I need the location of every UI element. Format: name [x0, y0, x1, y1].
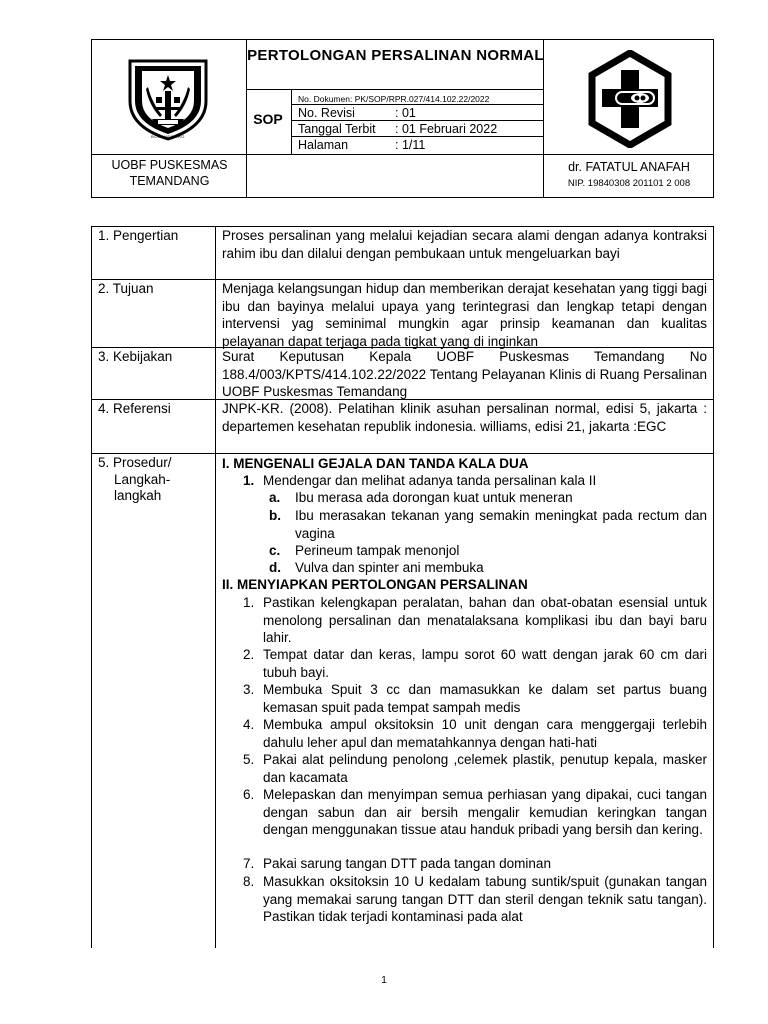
revision-value: : 01	[395, 106, 416, 120]
label-prosedur-line-3: langkah	[114, 488, 162, 503]
document-header	[91, 39, 714, 198]
label-referensi: 4. Referensi	[98, 401, 171, 416]
sop-table	[91, 226, 714, 948]
step-1-number: 1.	[243, 595, 255, 610]
issue-date-key: Tanggal Terbit	[298, 122, 376, 136]
emblem-ribbon-text: LUHUR	[161, 120, 175, 125]
signer-block	[544, 159, 714, 191]
organization-name	[92, 157, 247, 189]
step-3-text: Membuka Spuit 3 cc dan mamasukkan ke dalam set partus buang kemasan spuit pada tempat sampah medis	[263, 682, 707, 715]
step-4-text: Membuka ampul oksitoksin 10 unit dengan cara menggergaji terlebih dahulu leher apul dan mematahkannya dengan hati-hati	[263, 717, 707, 750]
label-prosedur-line-1: 5. Prosedur/	[98, 455, 172, 470]
step-4-number: 4.	[243, 717, 255, 732]
step-5-text: Pakai alat pelindung penolong ,celemek plastik, penutup kepala, masker dan kacamata	[263, 752, 707, 785]
label-prosedur-line-2: Langkah-	[114, 471, 171, 487]
issue-date-value: : 01 Februari 2022	[395, 122, 498, 136]
step-7-text: Pakai sarung tangan DTT pada tangan dominan	[263, 856, 551, 871]
step-5-number: 5.	[243, 752, 255, 767]
signer-nip: NIP. 19840308 201101 2 008	[567, 178, 691, 189]
step-3-number: 3.	[243, 682, 255, 697]
revision-row	[298, 105, 416, 121]
sop-label: SOP	[253, 111, 283, 127]
org-line-2: TEMANDANG	[129, 174, 210, 188]
sub-c-letter: c.	[269, 543, 281, 558]
page-row	[298, 137, 425, 153]
label-tujuan: 2. Tujuan	[98, 281, 154, 296]
section-1-title: I. MENGENALI GEJALA DAN TANDA KALA DUA	[222, 456, 529, 471]
issue-date-row	[298, 121, 497, 137]
sub-a-letter: a.	[269, 490, 281, 505]
sub-d-text: Vulva dan spinter ani membuka	[295, 560, 484, 575]
sec1-item1-text: Mendengar dan melihat adanya tanda persalinan kala II	[263, 473, 597, 488]
sub-d-letter: d.	[269, 560, 281, 575]
step-2-text: Tempat datar dan keras, lampu sorot 60 watt dengan jarak 60 cm dari tubuh bayi.	[263, 647, 707, 680]
text-tujuan: Menjaga kelangsungan hidup dan memberikan derajat kesehatan yang tiggi bagi ibu dan bayinya melalui upaya yang terintegrasi dan lengkap tetapi dengan intervensi yag seminimal mungkin agar prinsip keamanan dan kualitas pelayanan dapat terjaga pada tigkat yang di inginkan	[222, 281, 707, 349]
step-8-number: 8.	[243, 874, 255, 889]
document-number: No. Dokumen: PK/SOP/RPR.027/414.102.22/2022	[298, 94, 490, 104]
text-pengertian: Proses persalinan yang melalui kejadian secara alami dengan adanya kontraksi rahim ibu dan dilalui dengan pembukaan untuk mengeluarkan bayi	[222, 228, 707, 261]
sub-a-text: Ibu merasa ada dorongan kuat untuk meneran	[295, 490, 573, 505]
org-line-1: UOBF PUSKESMAS	[111, 158, 228, 172]
puskesmas-logo-icon	[588, 50, 672, 148]
section-2-title: II. MENYIAPKAN PERTOLONGAN PERSALINAN	[222, 577, 528, 592]
step-6-number: 6.	[243, 787, 255, 802]
text-referensi: JNPK-KR. (2008). Pelatihan klinik asuhan persalinan normal, edisi 5, jakarta : departemen kesehatan republik indonesia. williams, edisi 21, jakarta :EGC	[222, 401, 707, 434]
page-key: Halaman	[298, 138, 349, 152]
step-8-text: Masukkan oksitoksin 10 U kedalam tabung suntik/spuit (gunakan tangan yang memakai sarung tangan DTT dan steril dengan teknik satu tangan). Pastikan tidak terjadi kontaminasi pada alat	[263, 874, 707, 924]
text-kebijakan: Surat Keputusan Kepala UOBF Puskesmas Temandang No 188.4/003/KPTS/414.102.22/2022 Tentang Pelayanan Klinis di Ruang Persalinan UOBF Puskesmas Temandang	[222, 349, 707, 399]
signer-name: dr. FATATUL ANAFAH	[568, 160, 690, 174]
step-1-text: Pastikan kelengkapan peralatan, bahan dan obat-obatan esensial untuk menolong persalinan dan menatalaksana komplikasi ibu dan bayi baru lahir.	[263, 595, 707, 645]
emblem-region-text: BOJONEGORO	[151, 134, 185, 139]
sec1-item1-number: 1.	[243, 473, 255, 488]
sub-b-text: Ibu merasakan tekanan yang semakin meningkat pada rectum dan vagina	[295, 508, 707, 541]
sub-c-text: Perineum tampak menonjol	[295, 543, 460, 558]
document-title: PERTOLONGAN PERSALINAN NORMAL	[247, 47, 544, 64]
label-pengertian: 1. Pengertian	[98, 228, 179, 243]
step-2-number: 2.	[243, 647, 255, 662]
label-kebijakan: 3. Kebijakan	[98, 349, 173, 364]
sub-b-letter: b.	[269, 508, 281, 523]
label-prosedur	[98, 455, 172, 505]
regency-emblem-icon	[122, 57, 214, 141]
page-number: 1	[381, 975, 387, 986]
step-6-text: Melepaskan dan menyimpan semua perhiasan yang dipakai, cuci tangan dengan sabun dan air bersih mengalir kemudian keringkan tangan dengan menggunakan tissue atau handuk pribadi yang bersih dan kering.	[263, 787, 707, 837]
revision-key: No. Revisi	[298, 106, 355, 120]
step-7-number: 7.	[243, 856, 255, 871]
page-value: : 1/11	[395, 138, 426, 152]
